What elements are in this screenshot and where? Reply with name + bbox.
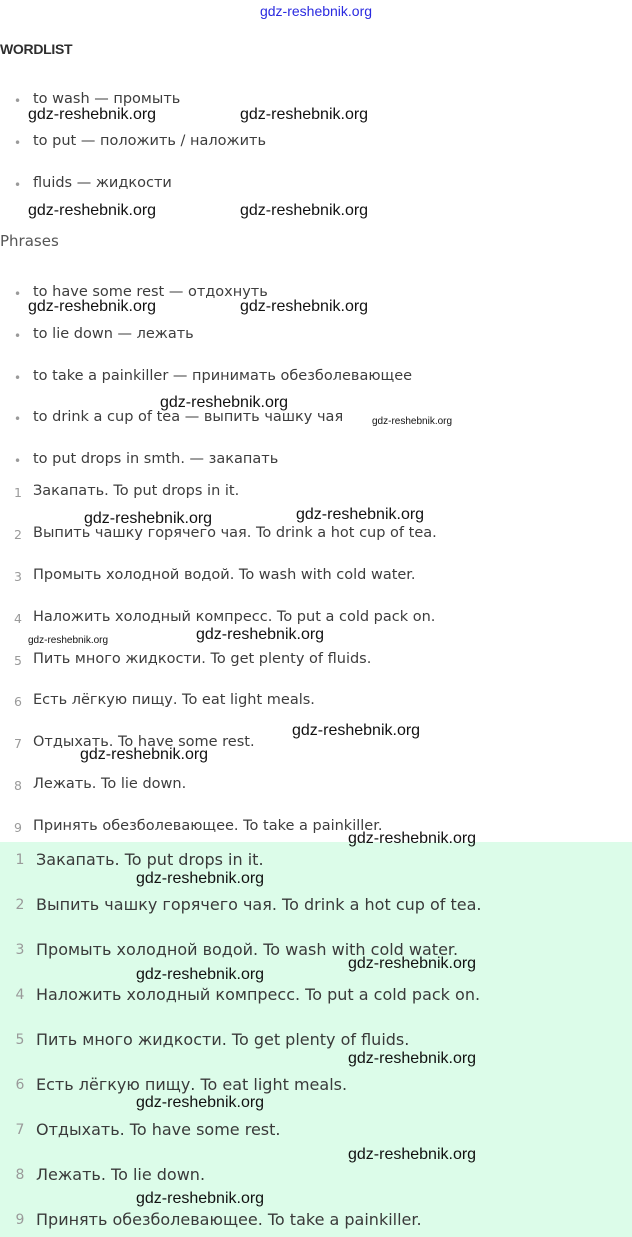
sentence-text: Принять обезболевающее. To take a painkiller.	[33, 818, 383, 834]
sentence-text: Лежать. To lie down.	[33, 776, 187, 792]
phrase-item: to take a painkiller — принимать обезболевающее	[33, 368, 413, 384]
sentence-number: 8	[14, 778, 22, 793]
watermark-text: gdz-reshebnik.org	[136, 966, 265, 983]
sentence-number: 1	[14, 485, 22, 500]
watermark-text: gdz-reshebnik.org	[240, 106, 369, 123]
watermark-text: gdz-reshebnik.org	[28, 106, 157, 123]
answer-number: 7	[15, 1122, 25, 1138]
word-item: to wash — промыть	[33, 91, 181, 107]
answer-text: Принять обезболевающее. To take a painkiller.	[36, 1210, 422, 1229]
watermark-text: gdz-reshebnik.org	[196, 626, 325, 643]
answer-text: Пить много жидкости. To get plenty of fluids.	[36, 1030, 410, 1049]
watermark-text: gdz-reshebnik.org	[136, 870, 265, 887]
sentence-number: 3	[14, 569, 22, 584]
phrases-subheading: Phrases	[0, 232, 59, 250]
sentence-number: 9	[14, 820, 22, 835]
answer-number: 4	[15, 987, 25, 1003]
wordlist-heading: WORDLIST	[0, 41, 73, 57]
answer-number: 6	[15, 1077, 25, 1093]
answer-number: 5	[15, 1032, 25, 1048]
phrase-item: to lie down — лежать	[33, 326, 194, 342]
watermark-text: gdz-reshebnik.org	[348, 1050, 477, 1067]
sentence-text: Закапать. To put drops in it.	[33, 483, 240, 499]
bullet-icon: •	[14, 94, 22, 108]
answer-text: Лежать. To lie down.	[36, 1165, 206, 1184]
bullet-icon: •	[14, 136, 22, 150]
watermark-text: gdz-reshebnik.org	[28, 635, 109, 646]
watermark-text: gdz-reshebnik.org	[136, 1190, 265, 1207]
sentence-number: 5	[14, 653, 22, 668]
sentence-text: Наложить холодный компресс. To put a cold pack on.	[33, 609, 436, 625]
watermark-text: gdz-reshebnik.org	[240, 298, 369, 315]
watermark-text: gdz-reshebnik.org	[84, 510, 213, 527]
bullet-icon: •	[14, 412, 22, 426]
bullet-icon: •	[14, 454, 22, 468]
sentence-text: Есть лёгкую пищу. To eat light meals.	[33, 692, 315, 708]
sentence-number: 6	[14, 694, 22, 709]
watermark-text: gdz-reshebnik.org	[348, 830, 477, 847]
watermark-text: gdz-reshebnik.org	[240, 202, 369, 219]
answer-number: 1	[15, 852, 25, 868]
phrase-item: to have some rest — отдохнуть	[33, 284, 268, 300]
watermark-text: gdz-reshebnik.org	[136, 1094, 265, 1111]
sentence-text: Промыть холодной водой. To wash with cold water.	[33, 567, 416, 583]
phrase-item: to put drops in smth. — закапать	[33, 451, 279, 467]
answer-text: Выпить чашку горячего чая. To drink a hot cup of tea.	[36, 895, 482, 914]
bullet-icon: •	[14, 178, 22, 192]
answer-number: 8	[15, 1167, 25, 1183]
sentence-text: Пить много жидкости. To get plenty of fluids.	[33, 651, 372, 667]
sentence-number: 2	[14, 527, 22, 542]
answer-number: 9	[15, 1212, 25, 1228]
watermark-text: gdz-reshebnik.org	[28, 202, 157, 219]
bullet-icon: •	[14, 329, 22, 343]
bullet-icon: •	[14, 287, 22, 301]
answer-text: Закапать. To put drops in it.	[36, 850, 264, 869]
answer-text: Есть лёгкую пищу. To eat light meals.	[36, 1075, 348, 1094]
top-watermark-link[interactable]: gdz-reshebnik.org	[259, 3, 373, 19]
watermark-text: gdz-reshebnik.org	[348, 955, 477, 972]
sentence-text: Отдыхать. To have some rest.	[33, 734, 255, 750]
watermark-text: gdz-reshebnik.org	[80, 746, 209, 763]
word-item: fluids — жидкости	[33, 175, 172, 191]
answer-text: Наложить холодный компресс. To put a cold pack on.	[36, 985, 481, 1004]
watermark-text: gdz-reshebnik.org	[296, 506, 425, 523]
answer-text: Промыть холодной водой. To wash with cold water.	[36, 940, 459, 959]
sentence-number: 4	[14, 611, 22, 626]
watermark-text: gdz-reshebnik.org	[372, 416, 453, 427]
answer-number: 2	[15, 897, 25, 913]
watermark-text: gdz-reshebnik.org	[348, 1146, 477, 1163]
sentence-text: Выпить чашку горячего чая. To drink a hot cup of tea.	[33, 525, 437, 541]
phrase-item: to drink a cup of tea — выпить чашку чая	[33, 409, 344, 425]
word-item: to put — положить / наложить	[33, 133, 267, 149]
watermark-text: gdz-reshebnik.org	[28, 298, 157, 315]
answer-number: 3	[15, 942, 25, 958]
answer-text: Отдыхать. To have some rest.	[36, 1120, 281, 1139]
watermark-text: gdz-reshebnik.org	[160, 394, 289, 411]
watermark-text: gdz-reshebnik.org	[292, 722, 421, 739]
sentence-number: 7	[14, 736, 22, 751]
bullet-icon: •	[14, 371, 22, 385]
